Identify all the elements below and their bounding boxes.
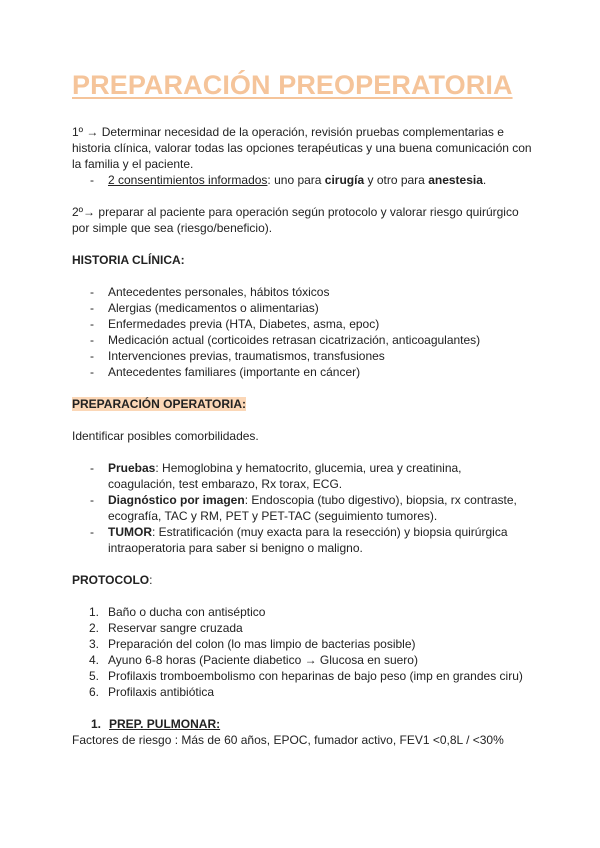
list-item-text: Profilaxis tromboembolismo con heparinas de bajo peso (imp en grandes ciru) (108, 669, 523, 683)
historia-heading: HISTORIA CLÍNICA: (72, 253, 185, 267)
step-1 (72, 124, 532, 188)
list-item (72, 316, 532, 332)
list-item (72, 636, 532, 652)
list-item (72, 684, 532, 700)
list-bullet: - (90, 333, 94, 347)
list-number: 4. (89, 653, 100, 667)
consent-bold-anestesia: anestesia (428, 173, 483, 187)
list-bullet: - (90, 493, 94, 507)
page-title: PREPARACIÓN PREOPERATORIA (72, 70, 513, 100)
list-item (72, 332, 532, 348)
list-item (72, 620, 532, 636)
list-item-text: Alergias (medicamentos o alimentarias) (108, 301, 319, 315)
preparacion-section (72, 396, 532, 556)
pulmonar-heading (91, 717, 220, 731)
list-bullet: - (90, 285, 94, 299)
historia-section (72, 252, 532, 380)
step-2 (72, 204, 532, 236)
list-item (72, 460, 532, 492)
pulmonar-text: Factores de riesgo : Más de 60 años, EPOC, fumador activo, FEV1 <0,8L / <30% (72, 733, 504, 747)
historia-list (72, 284, 532, 380)
pulmonar-heading-row (72, 716, 552, 732)
list-number: 2. (89, 621, 100, 635)
list-number: 6. (89, 685, 100, 699)
protocolo-colon: : (149, 573, 153, 587)
preparacion-list (72, 460, 532, 556)
pulmonar-number: 1. (91, 717, 102, 731)
list-item (72, 284, 532, 300)
consent-underlined: 2 consentimientos informados (108, 173, 268, 187)
list-bullet: - (90, 365, 94, 379)
consent-mid: : uno para (267, 173, 325, 187)
list-item-text: Enfermedades previa (HTA, Diabetes, asma, epoc) (108, 317, 380, 331)
list-bullet: - (90, 301, 94, 315)
list-item (72, 364, 532, 380)
list-item-bold: Pruebas (108, 461, 156, 475)
list-item-text: : Endoscopia (tubo digestivo), biopsia, rx contraste, ecografía, TAC y RM, PET y PET-TAC (seguimiento tumores). (108, 493, 517, 523)
consent-bold-cirugia: cirugía (324, 173, 365, 187)
list-item-bold: Diagnóstico por imagen (108, 493, 245, 507)
list-item (72, 652, 532, 668)
list-item-bold: TUMOR (108, 525, 152, 539)
step-2-text: 2º→ preparar al paciente para operación según protocolo y valorar riesgo quirúrgico por simple que sea (riesgo/beneficio). (72, 205, 519, 235)
list-bullet: - (90, 317, 94, 331)
list-item (72, 604, 532, 620)
list-item-text: Antecedentes personales, hábitos tóxicos (108, 285, 330, 299)
list-item-text: Reservar sangre cruzada (108, 621, 243, 635)
list-item-text: : Hemoglobina y hematocrito, glucemia, urea y creatinina, coagulación, test embarazo, Rx torax, ECG. (108, 461, 462, 491)
list-number: 1. (89, 605, 100, 619)
consent-end: . (482, 173, 487, 187)
preparacion-heading: PREPARACIÓN OPERATORIA: (72, 397, 247, 411)
list-number: 5. (89, 669, 100, 683)
pulmonar-section (72, 716, 552, 748)
list-bullet: - (90, 173, 94, 187)
list-bullet: - (90, 461, 94, 475)
list-item (72, 668, 532, 684)
list-item-text: Medicación actual (corticoides retrasan cicatrización, anticoagulantes) (108, 333, 481, 347)
consent-list (72, 172, 532, 188)
list-item (72, 348, 532, 364)
list-item-text: Antecedentes familiares (importante en cáncer) (108, 365, 361, 379)
list-item-text: : Estratificación (muy exacta para la resección) y biopsia quirúrgica intraoperatoria para saber si benigno o maligno. (108, 525, 508, 555)
list-item (72, 524, 532, 556)
preparacion-intro: Identificar posibles comorbilidades. (72, 429, 259, 443)
list-item-text: Ayuno 6-8 horas (Paciente diabetico → Glucosa en suero) (108, 653, 418, 667)
pulmonar-heading-text: PREP. PULMONAR: (109, 717, 221, 731)
preparacion-heading-row (72, 396, 532, 412)
protocolo-list (72, 604, 532, 700)
list-item (72, 300, 532, 316)
protocolo-heading-row (72, 572, 532, 588)
list-bullet: - (90, 525, 94, 539)
list-item-text: Preparación del colon (lo mas limpio de bacterias posible) (108, 637, 416, 651)
step-1-text: 1º → Determinar necesidad de la operación, revisión pruebas complementarias e historia clínica, valorar todas las opciones terapéuticas y una buena comunicación con la familia y el paciente. (72, 125, 532, 171)
consent-mid2: y otro para (364, 173, 429, 187)
list-number: 3. (89, 637, 100, 651)
list-bullet: - (90, 349, 94, 363)
list-item (72, 492, 532, 524)
protocolo-section (72, 572, 532, 700)
list-item-text: Profilaxis antibiótica (108, 685, 215, 699)
list-item-text: Baño o ducha con antiséptico (108, 605, 266, 619)
protocolo-heading: PROTOCOLO (72, 573, 150, 587)
consent-item (72, 172, 532, 188)
list-item-text: Intervenciones previas, traumatismos, transfusiones (108, 349, 385, 363)
